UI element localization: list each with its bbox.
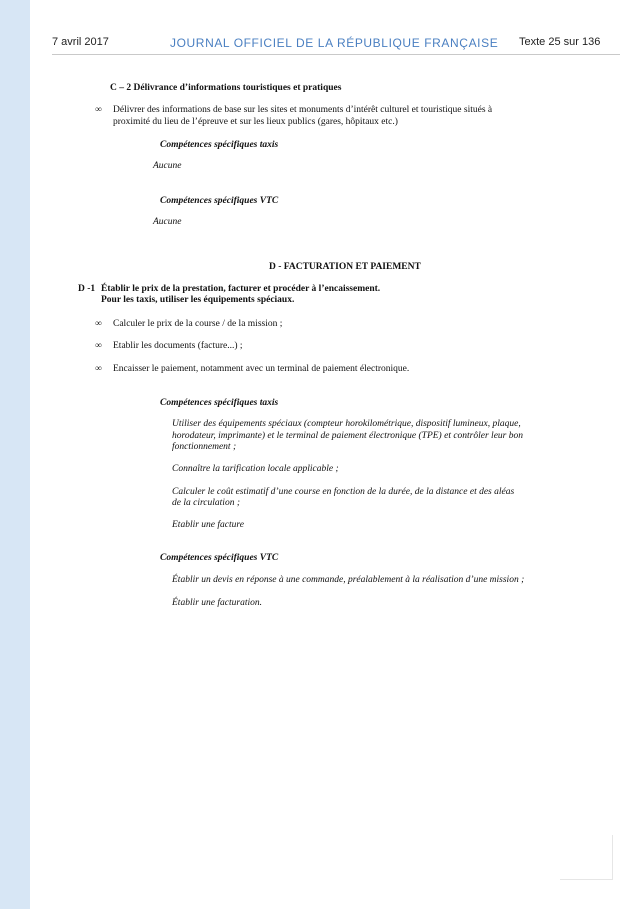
- left-margin-strip: [0, 0, 30, 909]
- journal-title: JOURNAL OFFICIEL DE LA RÉPUBLIQUE FRANÇAISE: [170, 36, 499, 50]
- bullet-icon: ∞: [95, 341, 102, 351]
- d-vtc-item: Établir une facturation.: [172, 598, 262, 608]
- c2-taxi-value: Aucune: [153, 161, 182, 171]
- d1-bullet-item: Encaisser le paiement, notamment avec un terminal de paiement électronique.: [113, 364, 410, 374]
- header-divider: [52, 54, 620, 55]
- d-taxi-item2: Connaître la tarification locale applicable ;: [172, 464, 339, 474]
- bullet-icon: ∞: [95, 319, 102, 329]
- c2-vtc-heading: Compétences spécifiques VTC: [160, 196, 279, 206]
- c2-bullet-line1: Délivrer des informations de base sur les sites et monuments d’intérêt culturel et touristique situés à: [113, 105, 493, 115]
- d-taxi-item1-line2: horodateur, imprimante) et le terminal de paiement électronique (TPE) et contrôler leur bon: [172, 431, 523, 441]
- d-taxi-item3-line2: de la circulation ;: [172, 498, 240, 508]
- page-corner-box: [560, 835, 613, 880]
- section-c2-title: C – 2 Délivrance d’informations touristiques et pratiques: [110, 83, 342, 93]
- c2-bullet-line2: proximité du lieu de l’épreuve et sur les lieux publics (gares, hôpitaux etc.): [113, 117, 398, 127]
- d-vtc-item: Établir un devis en réponse à une commande, préalablement à la réalisation d’une mission ;: [172, 575, 525, 585]
- c2-vtc-value: Aucune: [153, 217, 182, 227]
- d1-bullet-item: Calculer le prix de la course / de la mission ;: [113, 319, 283, 329]
- page-header: [30, 0, 642, 58]
- d1-title-line2: Pour les taxis, utiliser les équipements spéciaux.: [101, 295, 295, 305]
- section-d-title: D - FACTURATION ET PAIEMENT: [269, 262, 421, 272]
- page-reference: Texte 25 sur 136: [519, 36, 601, 48]
- d-taxi-item4: Etablir une facture: [172, 520, 244, 530]
- d1-label: D -1: [78, 284, 96, 294]
- bullet-icon: ∞: [95, 105, 102, 115]
- d1-bullet-item: Etablir les documents (facture...) ;: [113, 341, 243, 351]
- d-vtc-heading: Compétences spécifiques VTC: [160, 553, 279, 563]
- header-date: 7 avril 2017: [52, 36, 109, 48]
- d-taxi-heading: Compétences spécifiques taxis: [160, 398, 279, 408]
- d-taxi-item1-line1: Utiliser des équipements spéciaux (compteur horokilométrique, dispositif lumineux, plaque,: [172, 419, 521, 429]
- d1-title-line1: Établir le prix de la prestation, facturer et procéder à l’encaissement.: [101, 284, 381, 294]
- d-taxi-item1-line3: fonctionnement ;: [172, 442, 237, 452]
- c2-taxi-heading: Compétences spécifiques taxis: [160, 140, 279, 150]
- d-taxi-item3-line1: Calculer le coût estimatif d’une course en fonction de la durée, de la distance et des aléas: [172, 487, 515, 497]
- bullet-icon: ∞: [95, 364, 102, 374]
